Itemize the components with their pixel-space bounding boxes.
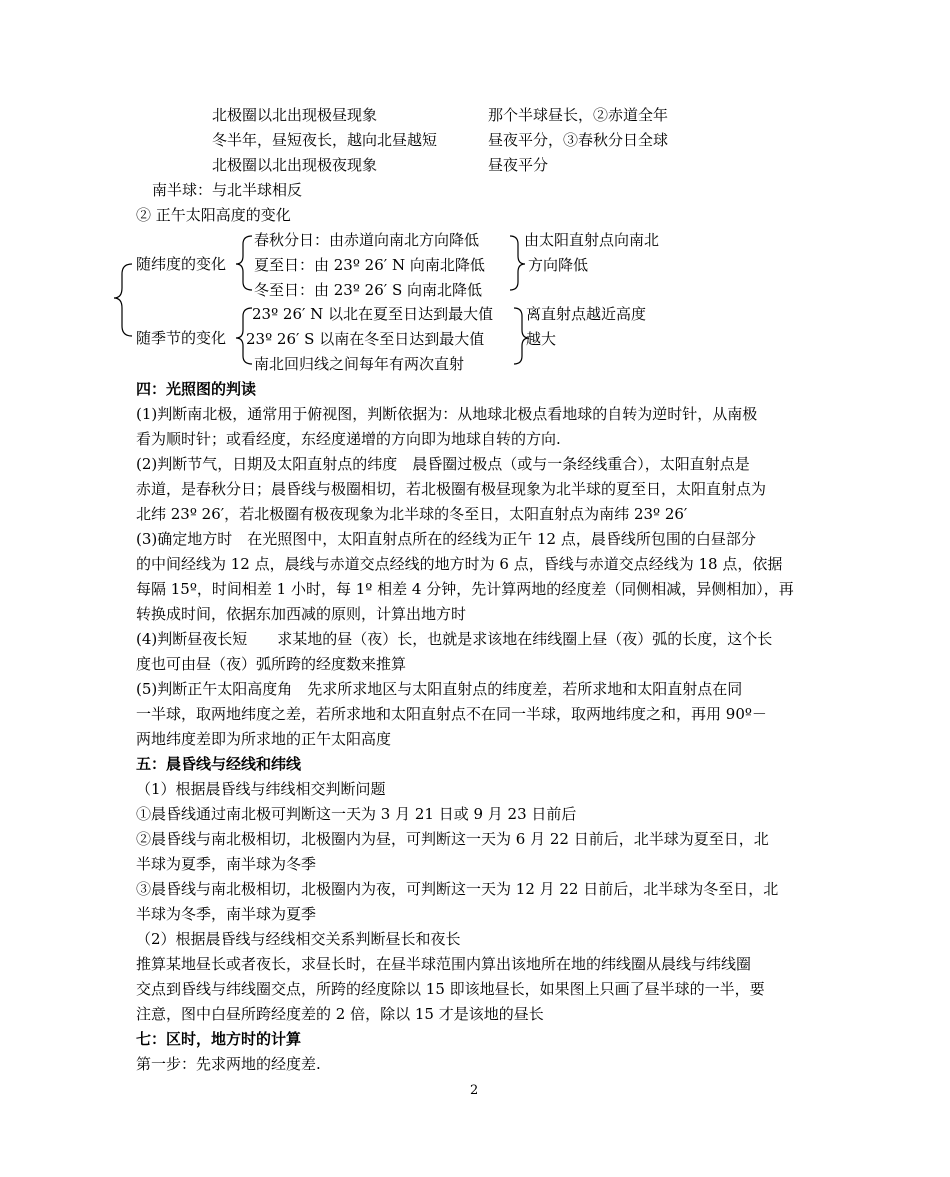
latitude-item-3: 冬至日：由 23º 26′ S 向南北降低: [254, 281, 482, 299]
section5-line: 半球为夏季，南半球为冬季: [136, 855, 317, 873]
section4-line: (5)判断正午太阳高度角 先求所求地区与太阳直射点的纬度差，若所求地和太阳直射点在同: [136, 680, 743, 698]
outer-brace: [114, 264, 132, 336]
latitude-item-2: 夏至日：由 23º 26′ N 向南北降低: [254, 256, 485, 274]
section4-line: (2)判断节气，日期及太阳直射点的纬度 晨昏圈过极点（或与一条经线重合），太阳直射点是: [136, 455, 750, 473]
latitude-brace: [236, 236, 252, 290]
section4-line: 赤道，是春秋分日；晨昏线与极圈相切，若北极圈有极昼现象为北半球的夏至日，太阳直射点为: [136, 480, 767, 498]
season-item-3: 南北回归线之间每年有两次直射: [254, 355, 465, 373]
section5-line: 半球为冬季，南半球为夏季: [136, 905, 317, 923]
top-right-line-3: 昼夜平分: [488, 156, 549, 174]
latitude-item-1: 春秋分日：由赤道向南北方向降低: [254, 231, 480, 249]
season-result-2: 越大: [526, 330, 557, 348]
top-left-line-1: 北极圈以北出现极昼现象: [212, 106, 378, 124]
section4-line: 转换成时间，依据东加西减的原则，计算出地方时: [136, 605, 467, 623]
latitude-result-brace: [510, 236, 525, 290]
top-left-line-3: 北极圈以北出现极夜现象: [212, 156, 378, 174]
section4-line: 北纬 23º 26′，若北极圈有极夜现象为北半球的冬至日，太阳直射点为南纬 23º 26′: [136, 505, 688, 523]
section4-line: 两地纬度差即为所求地的正午太阳高度: [136, 730, 392, 748]
section5-heading: 五：晨昏线与经线和纬线: [136, 755, 302, 773]
section5-line: 注意，图中白昼所跨经度差的 2 倍，除以 15 才是该地的昼长: [136, 1005, 544, 1023]
season-item-1: 23º 26′ N 以北在夏至日达到最大值: [252, 305, 494, 323]
section4-line: 一半球，取两地纬度之差，若所求地和太阳直射点不在同一半球，取两地纬度之和，再用 90º－: [136, 705, 767, 723]
latitude-change-label: 随纬度的变化: [136, 255, 227, 273]
section4-line: 看为顺时针；或看经度，东经度递增的方向即为地球自转的方向.: [136, 430, 561, 448]
top-right-line-2: 昼夜平分，③春秋分日全球: [488, 131, 669, 149]
latitude-result-1: 由太阳直射点向南北: [524, 231, 660, 249]
section4-line: 度也可由昼（夜）弧所跨的经度数来推算: [136, 655, 407, 673]
section4-line: 的中间经线为 12 点，晨线与赤道交点经线的地方时为 6 点，昏线与赤道交点经线为 18 点，依据: [136, 555, 783, 573]
noon-altitude-title: ② 正午太阳高度的变化: [136, 206, 291, 224]
season-change-label: 随季节的变化: [136, 329, 227, 347]
section4-line: (1)判断南北极，通常用于俯视图，判断依据为：从地球北极点看地球的自转为逆时针，从南极: [136, 405, 758, 423]
top-right-line-1: 那个半球昼长，②赤道全年: [488, 106, 669, 124]
section5-line: 交点到昏线与纬线圈交点，所跨的经度除以 15 即该地昼长，如果图上只画了昼半球的一半，要: [136, 980, 765, 998]
season-result-1: 离直射点越近高度: [526, 305, 647, 323]
season-item-2: 23º 26′ S 以南在冬至日达到最大值: [246, 330, 485, 348]
section5-line: ①晨昏线通过南北极可判断这一天为 3 月 21 日或 9 月 23 日前后: [136, 805, 577, 823]
section4-line: (3)确定地方时 在光照图中，太阳直射点所在的经线为正午 12 点，晨昏线所包围的白昼部分: [136, 530, 756, 548]
page-number: 2: [470, 1083, 479, 1098]
section4-line: 每隔 15º，时间相差 1 小时，每 1º 相差 4 分钟，先计算两地的经度差（同侧相减，异侧相加），再: [136, 580, 794, 598]
section5-line: （1）根据晨昏线与纬线相交判断问题: [136, 780, 386, 798]
latitude-result-2: 方向降低: [528, 256, 589, 274]
section5-line: ②晨昏线与南北极相切，北极圈内为昼，可判断这一天为 6 月 22 日前后，北半球为夏至日，北: [136, 830, 769, 848]
section4-line: (4)判断昼夜长短 求某地的昼（夜）长，也就是求该地在纬线圈上昼（夜）弧的长度，这个长: [136, 630, 773, 648]
section5-line: ③晨昏线与南北极相切，北极圈内为夜，可判断这一天为 12 月 22 日前后，北半球为冬至日，北: [136, 880, 779, 898]
section4-heading: 四：光照图的判读: [136, 380, 257, 398]
section7-heading: 七：区时，地方时的计算: [136, 1030, 302, 1048]
top-left-line-2: 冬半年，昼短夜长，越向北昼越短: [212, 131, 438, 149]
section7-line: 第一步：先求两地的经度差.: [136, 1055, 321, 1073]
section5-line: 推算某地昼长或者夜长，求昼长时，在昼半球范围内算出该地所在地的纬线圈从晨线与纬线圈: [136, 955, 752, 973]
section5-line: （2）根据晨昏线与经线相交关系判断昼长和夜长: [136, 930, 461, 948]
southern-hemisphere-note: 南半球：与北半球相反: [152, 181, 303, 199]
